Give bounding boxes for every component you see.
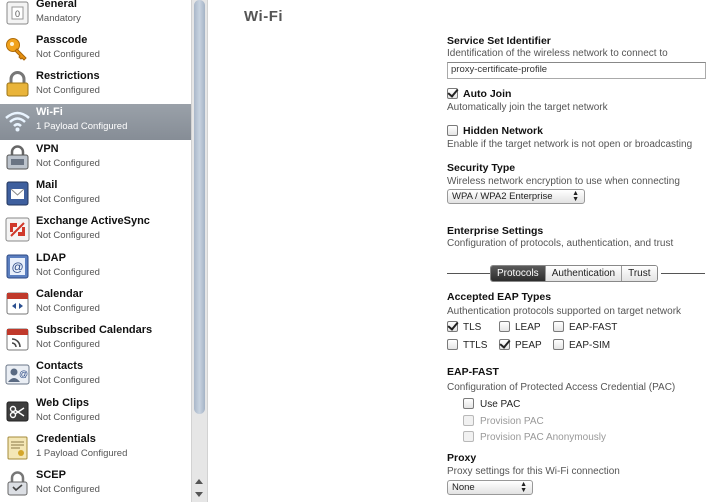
contacts-icon [4, 361, 31, 388]
hidden-network-description: Enable if the target network is not open or broadcasting [447, 139, 693, 150]
provision-pac-anonymously-label: Provision PAC Anonymously [480, 432, 606, 443]
ldap-icon [4, 253, 31, 280]
svg-text:0: 0 [15, 9, 21, 19]
sidebar-item-subtitle: Not Configured [36, 194, 100, 205]
sidebar-item-web-clips[interactable] [0, 395, 191, 431]
proxy-value: None [452, 482, 475, 493]
scroll-down-arrow-icon[interactable] [195, 492, 203, 497]
tab-trust[interactable]: Trust [621, 266, 656, 281]
padlock-icon [4, 71, 31, 98]
sidebar-item-exchange[interactable] [0, 213, 191, 249]
sidebar-item-vpn[interactable] [0, 141, 191, 177]
subscribed-calendar-icon [4, 325, 31, 352]
sidebar-item-title: Web Clips [36, 397, 89, 409]
mail-icon [4, 180, 31, 207]
sidebar-item-subtitle: 1 Payload Configured [36, 121, 128, 132]
provision-pac-label: Provision PAC [480, 416, 544, 427]
hidden-network-checkbox[interactable] [447, 125, 458, 136]
provision-pac-anonymously-checkbox[interactable] [463, 431, 474, 442]
sidebar-item-title: Subscribed Calendars [36, 324, 153, 336]
eap-types-description: Authentication protocols supported on target network [447, 306, 682, 317]
sidebar-item-title: Exchange ActiveSync [36, 215, 150, 227]
tab-authentication[interactable]: Authentication [545, 266, 621, 281]
sidebar-item-restrictions[interactable] [0, 68, 191, 104]
proxy-select[interactable] [447, 480, 533, 495]
tab-protocols[interactable]: Protocols [491, 266, 545, 281]
sidebar-item-title: Contacts [36, 360, 84, 372]
eap-types-label: Accepted EAP Types [447, 291, 552, 303]
sidebar-item-title: LDAP [36, 252, 66, 264]
enterprise-settings-label: Enterprise Settings [447, 225, 544, 237]
sidebar-item-title: Credentials [36, 433, 96, 445]
wifi-icon [4, 107, 31, 134]
sidebar-item-subtitle: Not Configured [36, 412, 100, 423]
eap-tls-label: TLS [463, 322, 482, 333]
sidebar-item-subtitle: Not Configured [36, 158, 100, 169]
auto-join-label: Auto Join [463, 88, 512, 100]
divider-line [447, 273, 490, 274]
sidebar-item-title: Mail [36, 179, 58, 191]
security-type-description: Wireless network encryption to use when connecting [447, 176, 680, 187]
eap-fast-section-label: EAP-FAST [447, 366, 499, 378]
scep-icon [4, 470, 31, 497]
provision-pac-checkbox[interactable] [463, 415, 474, 426]
sidebar-item-credentials[interactable] [0, 431, 191, 467]
sidebar-item-subscribed-calendars[interactable] [0, 322, 191, 358]
hidden-network-label: Hidden Network [463, 125, 543, 137]
select-arrows-icon: ▲ ▼ [572, 190, 579, 203]
sidebar-scrollbar[interactable] [191, 0, 208, 502]
key-icon [4, 35, 31, 62]
security-type-value: WPA / WPA2 Enterprise [452, 191, 553, 202]
sidebar-item-title: Wi-Fi [36, 106, 63, 118]
eap-ttls-label: TTLS [463, 340, 488, 351]
scroll-up-arrow-icon[interactable] [195, 479, 203, 484]
calendar-icon [4, 289, 31, 316]
sidebar-item-contacts[interactable] [0, 358, 191, 394]
eap-sim-checkbox[interactable] [553, 339, 564, 350]
use-pac-label: Use PAC [480, 399, 521, 410]
svg-text:@: @ [11, 260, 24, 274]
select-arrows-icon: ▲ ▼ [520, 481, 527, 494]
sidebar-item-title: General [36, 0, 77, 10]
eap-fast-description: Configuration of Protected Access Credential (PAC) [447, 382, 676, 393]
sidebar-item-title: SCEP [36, 469, 66, 481]
sidebar-item-subtitle: Not Configured [36, 303, 100, 314]
exchange-icon [4, 216, 31, 243]
divider-line [661, 273, 705, 274]
page-title: Wi-Fi [244, 8, 284, 25]
sidebar-item-subtitle: Not Configured [36, 49, 100, 60]
sidebar-item-subtitle: Not Configured [36, 267, 100, 278]
ssid-description: Identification of the wireless network to connect to [447, 48, 668, 59]
eap-leap-label: LEAP [515, 322, 541, 333]
eap-ttls-checkbox[interactable] [447, 339, 458, 350]
sidebar-item-mail[interactable] [0, 177, 191, 213]
eap-fast-label: EAP-FAST [569, 322, 618, 333]
sidebar-item-calendar[interactable] [0, 286, 191, 322]
sidebar-item-wifi[interactable] [0, 104, 191, 140]
sidebar-item-scep[interactable] [0, 467, 191, 502]
svg-text:@: @ [19, 369, 29, 379]
security-type-label: Security Type [447, 162, 516, 174]
general-icon [4, 0, 31, 26]
sidebar-item-general[interactable] [0, 0, 191, 32]
sidebar-item-subtitle: 1 Payload Configured [36, 448, 128, 459]
sidebar-item-subtitle: Mandatory [36, 13, 81, 24]
sidebar-item-ldap[interactable] [0, 250, 191, 286]
sidebar-item-subtitle: Not Configured [36, 375, 100, 386]
scrollbar-thumb[interactable] [194, 0, 205, 414]
eap-peap-checkbox[interactable] [499, 339, 510, 350]
enterprise-settings-description: Configuration of protocols, authentication, and trust [447, 238, 674, 249]
eap-sim-label: EAP-SIM [569, 340, 611, 351]
web-clips-icon [4, 398, 31, 425]
auto-join-checkbox[interactable] [447, 88, 458, 99]
auto-join-description: Automatically join the target network [447, 102, 608, 113]
eap-leap-checkbox[interactable] [499, 321, 510, 332]
eap-peap-label: PEAP [515, 340, 542, 351]
sidebar-item-subtitle: Not Configured [36, 484, 100, 495]
proxy-label: Proxy [447, 452, 477, 464]
sidebar-item-subtitle: Not Configured [36, 230, 100, 241]
proxy-description: Proxy settings for this Wi-Fi connection [447, 466, 620, 477]
sidebar-item-title: Calendar [36, 288, 84, 300]
eap-fast-checkbox[interactable] [553, 321, 564, 332]
payload-sidebar [0, 0, 191, 502]
vpn-icon [4, 144, 31, 171]
credentials-icon [4, 434, 31, 461]
use-pac-checkbox[interactable] [463, 398, 474, 409]
sidebar-item-title: Restrictions [36, 70, 100, 82]
sidebar-item-title: VPN [36, 143, 59, 155]
sidebar-item-passcode[interactable] [0, 32, 191, 68]
ssid-input[interactable]: proxy-certificate-profile [447, 62, 706, 79]
sidebar-item-subtitle: Not Configured [36, 85, 100, 96]
security-type-select[interactable] [447, 189, 585, 204]
enterprise-tabs [490, 265, 658, 282]
ssid-label: Service Set Identifier [447, 35, 551, 47]
eap-tls-checkbox[interactable] [447, 321, 458, 332]
sidebar-item-subtitle: Not Configured [36, 339, 100, 350]
sidebar-item-title: Passcode [36, 34, 88, 46]
